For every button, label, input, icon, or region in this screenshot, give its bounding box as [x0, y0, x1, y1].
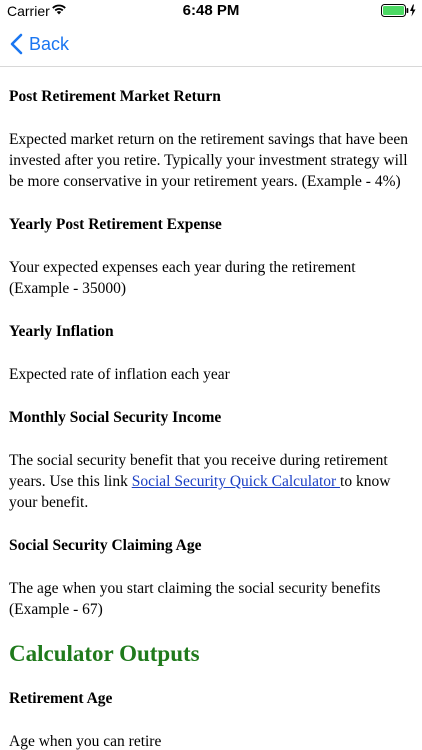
back-button-label: Back	[29, 33, 70, 54]
section-body-yearly-post-retirement-expense: Your expected expenses each year during the retirement (Example - 35000)	[9, 259, 356, 297]
body-text-before-link: The social security benefit that you receive during retirement years. Use this link	[9, 452, 388, 490]
section-body-monthly-social-security-income	[9, 450, 413, 513]
help-content	[9, 66, 413, 750]
section-heading-social-security-claiming-age: Social Security Claiming Age	[9, 537, 202, 554]
section-body-yearly-inflation: Expected rate of inflation each year	[9, 366, 230, 383]
section-body-retirement-age: Age when you can retire	[9, 733, 162, 750]
social-security-calculator-link[interactable]: Social Security Quick Calculator	[131, 473, 341, 490]
battery-charging-icon	[381, 4, 417, 17]
section-body-social-security-claiming-age: The age when you start claiming the social security benefits (Example - 67)	[9, 580, 381, 618]
section-body-post-retirement-market-return: Expected market return on the retirement savings that have been invested after you retire. Typically your investment strategy will be more conservative in your retirement years. (Example - 4%)	[9, 131, 408, 190]
section-heading-yearly-post-retirement-expense: Yearly Post Retirement Expense	[9, 216, 222, 233]
section-heading-post-retirement-market-return: Post Retirement Market Return	[9, 88, 221, 105]
section-heading-retirement-age: Retirement Age	[9, 690, 113, 707]
carrier-label: Carrier	[7, 3, 50, 19]
clock: 6:48 PM	[182, 2, 240, 19]
chevron-left-icon	[10, 33, 23, 55]
status-bar	[0, 0, 422, 22]
navigation-bar	[0, 22, 422, 67]
section-heading-yearly-inflation: Yearly Inflation	[9, 323, 114, 340]
body-text-after-link: to know your benefit.	[9, 473, 391, 511]
calculator-outputs-title: Calculator Outputs	[9, 641, 200, 666]
section-heading-monthly-social-security-income: Monthly Social Security Income	[9, 409, 222, 426]
back-button[interactable]	[10, 30, 69, 58]
